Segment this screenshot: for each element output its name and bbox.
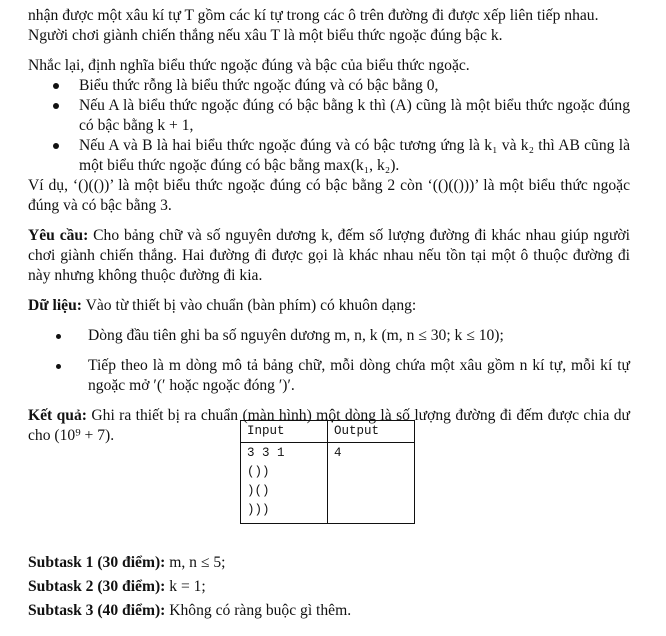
requirement-paragraph <box>28 226 630 286</box>
input-header: Input <box>241 421 328 443</box>
subtask-1: Subtask 1 (30 điểm): m, n ≤ 5; <box>28 554 226 571</box>
bullet-icon <box>53 83 59 89</box>
input-line: ))) <box>247 503 270 517</box>
input-format-list <box>28 326 630 396</box>
input-label: Dữ liệu: <box>28 297 82 314</box>
input-format-item: Tiếp theo là m dòng mô tả bảng chữ, mỗi dòng chứa một xâu gồm n kí tự, mỗi kí tự ngoặc mở ′(′ hoặc ngoặc đóng ′)′. <box>28 356 630 396</box>
example-table-row <box>241 443 415 524</box>
output-header: Output <box>328 421 415 443</box>
subtask-2: Subtask 2 (30 điểm): k = 1; <box>28 578 206 595</box>
input-format-item: Dòng đầu tiên ghi ba số nguyên dương m, n, k (m, n ≤ 30; k ≤ 10); <box>28 326 630 346</box>
output-label: Kết quả: <box>28 407 87 424</box>
example-output-cell <box>328 443 415 524</box>
subtask-3: Subtask 3 (40 điểm): Không có ràng buộc gì thêm. <box>28 602 352 619</box>
problem-statement <box>28 6 630 446</box>
intro-line-2: Người chơi giành chiến thắng nếu xâu T là một biểu thức ngoặc đúng bậc k. <box>28 27 503 44</box>
bullet-icon <box>56 364 61 369</box>
intro-line-1: nhận được một xâu kí tự T gồm các kí tự trong các ô trên đường đi được xếp liên tiếp nhau. <box>28 7 599 24</box>
input-line: ()) <box>247 465 270 479</box>
definition-item: Nếu A là biểu thức ngoặc đúng có bậc bằng k thì (A) cũng là một biểu thức ngoặc đúng có bậc bằng k + 1, <box>28 96 630 136</box>
definition-example: Ví dụ, ‘()(())’ là một biểu thức ngoặc đúng có bậc bằng 2 còn ‘(()(()))’ là một biểu thức ngoặc đúng và có bậc bằng 3. <box>28 177 630 214</box>
subtasks <box>28 551 351 623</box>
output-line: 4 <box>334 446 342 460</box>
input-text: Vào từ thiết bị vào chuẩn (bàn phím) có khuôn dạng: <box>85 297 417 314</box>
definition-heading: Nhắc lại, định nghĩa biểu thức ngoặc đúng và bậc của biểu thức ngoặc. <box>28 57 470 74</box>
definition-item: Nếu A và B là hai biểu thức ngoặc đúng và có bậc tương ứng là k₁ và k₂ thì AB cũng là một biểu thức ngoặc đúng có bậc bằng max(k₁, k₂). <box>28 136 630 176</box>
example-input-cell <box>241 443 328 524</box>
input-line: )() <box>247 484 270 498</box>
requirement-text: Cho bảng chữ và số nguyên dương k, đếm số lượng đường đi khác nhau giúp người chơi giành chiến thắng. Hai đường đi được gọi là khác nhau nếu tồn tại một ô thuộc đường đi này nhưng không thuộc đường đi kia. <box>28 227 630 284</box>
bullet-icon <box>53 143 59 149</box>
example-table-header <box>241 421 415 443</box>
bullet-icon <box>56 334 61 339</box>
bullet-icon <box>53 103 59 109</box>
input-paragraph <box>28 296 630 316</box>
example-table <box>240 420 415 524</box>
requirement-label: Yêu cầu: <box>28 227 89 244</box>
output-text: Ghi ra thiết bị ra chuẩn (màn hình) một dòng là số lượng đường đi đếm được chia dư cho (10⁹ + 7). <box>28 407 631 444</box>
definition-list <box>28 76 630 176</box>
definition-item: Biểu thức rỗng là biểu thức ngoặc đúng và có bậc bằng 0, <box>28 76 630 96</box>
input-line: 3 3 1 <box>247 446 285 460</box>
